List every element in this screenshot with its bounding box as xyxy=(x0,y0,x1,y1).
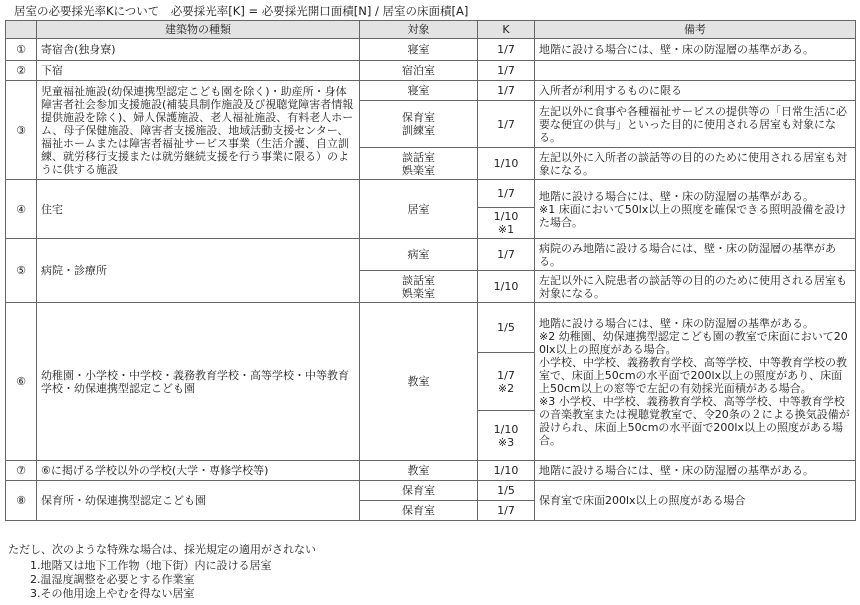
k-value: 1/5 xyxy=(478,481,535,501)
remarks: 入所者が利用するものに限る xyxy=(535,81,856,101)
remarks xyxy=(535,61,856,81)
header-k: K xyxy=(478,21,535,39)
target-room: 病室 xyxy=(360,239,478,271)
k-value: 1/7 xyxy=(478,39,535,61)
remarks: 保育室で床面200lx以上の照度がある場合 xyxy=(535,481,856,521)
row-number: ⑤ xyxy=(6,239,37,303)
building-type: 保育所・幼保連携型認定こども園 xyxy=(37,481,360,521)
list-item: 1.地階又は地下工作物（地下街）内に設ける居室 xyxy=(30,559,272,572)
table-row xyxy=(6,461,856,481)
remarks: 左記以外に入院患者の談話等の目的のために使用される居室も対象になる。 xyxy=(535,271,856,303)
remarks: 地階に設ける場合には、壁・床の防湿層の基準がある。 xyxy=(535,39,856,61)
table-row xyxy=(6,61,856,81)
target-room: 居室 xyxy=(360,180,478,239)
k-value: 1/7 ※2 xyxy=(478,353,535,411)
list-item: 2.温湿度調整を必要とする作業室 xyxy=(30,573,195,586)
k-value: 1/10 ※1 xyxy=(478,208,535,239)
remarks: 地階に設ける場合には、壁・床の防湿層の基準がある。 xyxy=(535,461,856,481)
building-type: 児童福祉施設(幼保連携型認定こども園を除く)・助産所・身体障害者社会参加支援施設(補装具制作施設及び視聴覚障害者情報提供施設を除く)、婦人保護施設、老人福祉施設、有料老人ホーム、母子保健施設、障害者支援施設、地域活動支援センター、福祉ホームまたは障害者福祉サービス事業（生活介護、自立訓練、就労移行支援または就労継続支援を行う事業に限る）のように供する施設 xyxy=(37,81,360,180)
list-item: 3.その他用途上やむを得ない居室 xyxy=(30,587,195,600)
header-building: 建築物の種類 xyxy=(37,21,360,39)
page-title: 居室の必要採光率Kについて 必要採光率[K] = 必要採光開口面積[N] / 居室の床面積[A] xyxy=(14,4,469,18)
table-row xyxy=(6,180,856,208)
header-row xyxy=(6,21,856,39)
exemption-note: ただし、次のような特殊な場合は、採光規定の適用がされない xyxy=(8,543,316,556)
target-room: 談話室 娯楽室 xyxy=(360,148,478,180)
row-number: ⑧ xyxy=(6,481,37,521)
k-value: 1/10 xyxy=(478,271,535,303)
k-value: 1/10 xyxy=(478,148,535,180)
remarks: 左記以外に入所者の談話等の目的のために使用される居室も対象になる。 xyxy=(535,148,856,180)
table-row xyxy=(6,239,856,271)
row-number: ④ xyxy=(6,180,37,239)
target-room: 宿泊室 xyxy=(360,61,478,81)
building-type: ⑥に掲げる学校以外の学校(大学・専修学校等) xyxy=(37,461,360,481)
target-room: 保育室 xyxy=(360,501,478,521)
k-value: 1/10 xyxy=(478,461,535,481)
target-room: 保育室 xyxy=(360,481,478,501)
building-type: 幼稚園・小学校・中学校・義務教育学校・高等学校・中等教育学校・幼保連携型認定こども園 xyxy=(37,303,360,461)
row-number: ② xyxy=(6,61,37,81)
row-number: ① xyxy=(6,39,37,61)
target-room: 談話室 娯楽室 xyxy=(360,271,478,303)
k-value: 1/7 xyxy=(478,239,535,271)
remarks: 地階に設ける場合には、壁・床の防湿層の基準がある。 ※1 床面において50lx以上の照度を確保できる照明設備を設けた場合。 xyxy=(535,180,856,239)
k-value: 1/5 xyxy=(478,303,535,353)
k-value: 1/7 xyxy=(478,81,535,101)
k-value: 1/7 xyxy=(478,501,535,521)
k-value: 1/7 xyxy=(478,61,535,81)
row-number: ⑥ xyxy=(6,303,37,461)
row-number: ⑦ xyxy=(6,461,37,481)
target-room: 寝室 xyxy=(360,81,478,101)
remarks: 左記以外に食事や各種福祉サービスの提供等の「日常生活に必要な便宜の供与」といった目的に使用される居室も対象になる。 xyxy=(535,101,856,148)
header-remarks: 備考 xyxy=(535,21,856,39)
target-room: 保育室 訓練室 xyxy=(360,101,478,148)
header-no xyxy=(6,21,37,39)
table-row xyxy=(6,39,856,61)
building-type: 寄宿舎(独身寮) xyxy=(37,39,360,61)
row-number: ③ xyxy=(6,81,37,180)
table-row xyxy=(6,481,856,501)
building-type: 下宿 xyxy=(37,61,360,81)
target-room: 教室 xyxy=(360,303,478,461)
table-row xyxy=(6,303,856,353)
target-room: 教室 xyxy=(360,461,478,481)
exemption-list xyxy=(30,559,272,601)
remarks: 地階に設ける場合には、壁・床の防湿層の基準がある。 ※2 幼稚園、幼保連携型認定こども園の教室で床面において200lx以上の照度がある場合。 小学校、中学校、義務教育学校、高等学校、中等教育学校の教室で、床面上50cmの水平面で200lx以上の照度があり、床面上50cm以上の窓等で左記の有効採光面積がある場合。 ※3 小学校、中学校、義務教育学校、高等学校、中等教育学校の音楽教室または視聴覚教室で、令20条の２による換気設備が設けられ、床面上50cmの水平面で200lx以上の照度がある場合。 xyxy=(535,303,856,461)
lighting-ratio-table xyxy=(5,20,856,521)
remarks: 病院のみ地階に設ける場合には、壁・床の防湿層の基準がある。 xyxy=(535,239,856,271)
k-value: 1/10 ※3 xyxy=(478,411,535,461)
header-target: 対象 xyxy=(360,21,478,39)
k-value: 1/7 xyxy=(478,180,535,208)
k-value: 1/7 xyxy=(478,101,535,148)
table-row xyxy=(6,81,856,101)
target-room: 寝室 xyxy=(360,39,478,61)
building-type: 病院・診療所 xyxy=(37,239,360,303)
building-type: 住宅 xyxy=(37,180,360,239)
